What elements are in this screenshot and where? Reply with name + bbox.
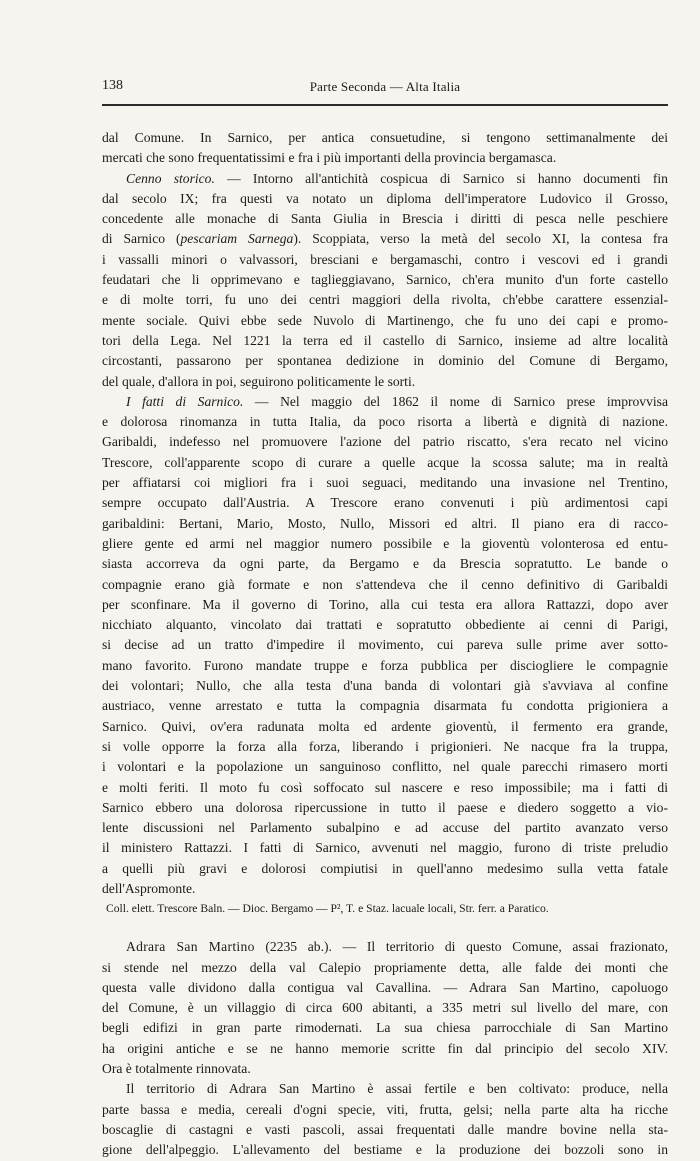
text-line: e di molte torri, fu uno dei centri maggiori della rivolta, ch'ebbe carattere essenzial- bbox=[102, 292, 668, 308]
text-line: del Comune, è un villaggio di circa 600 abitanti, a 335 metri sul livello del mare, con bbox=[102, 1000, 668, 1016]
text-line: parte bassa e media, cereali d'ogni specie, viti, frutta, gelsi; nella parte alta ha ricche bbox=[102, 1101, 668, 1117]
section-heading: Cenno storico. bbox=[126, 170, 215, 186]
text-line: a quelli più gravi e dolorosi compiutisi in quell'anno medesimo sulla vetta fatale bbox=[102, 860, 668, 876]
text-line bbox=[102, 229, 668, 249]
text-line: il ministero Rattazzi. I fatti di Sarnico, avvenuti nel maggio, furono di triste preludio bbox=[102, 840, 668, 856]
text-line: dal secolo IX; fra questi va notato un diploma dell'imperatore Ludovico il Grosso, bbox=[102, 190, 668, 206]
paragraph-fatti-di-sarnico bbox=[102, 392, 668, 899]
text-line: Ora è totalmente rinnovata. bbox=[102, 1061, 251, 1077]
text-line: per affiatarsi coi migliori fra i suoi seguaci, meditando una invasione nel Trentino, bbox=[102, 475, 668, 491]
text-run: — Nel maggio del 1862 il nome di Sarnico prese improvvisa bbox=[243, 393, 669, 409]
text-line: ha origini antiche e se ne hanno memorie scritte fin dal principio del secolo XIV. bbox=[102, 1040, 668, 1056]
text-run: (2235 ab.). — Il territorio di questo Comune, assai frazionato, bbox=[254, 939, 669, 955]
text-line: per sconfinare. Ma il governo di Torino, alla cui testa era allora Rattazzi, dopo aver bbox=[102, 596, 668, 612]
text-line: dei volontari; Nullo, che alla testa d'una banda di volontari già s'avviava al confine bbox=[102, 678, 668, 694]
paragraph-adrara-san-martino bbox=[102, 937, 668, 1079]
text-line: i vassalli minori o valvassori, bresciani e bergamaschi, contro i vescovi ed i grandi bbox=[102, 251, 668, 267]
text-line: gliere gente ed armi nel maggior numero possibile e la gioventù volonterosa ed entu- bbox=[102, 535, 668, 551]
text-line: del quale, d'allora in poi, seguirono politicamente le sorti. bbox=[102, 373, 416, 389]
text-line: tori della Lega. Nel 1221 la terra ed il castello di Sarnico, insieme ad altre località bbox=[102, 332, 668, 348]
text-line: concedente alle monache di Santa Giulia in Brescia i diritti di pesca nelle peschiere bbox=[102, 211, 668, 227]
text-line: siasta accorreva da ogni parte, da Bergamo e da Brescia sopratutto. Le bande o bbox=[102, 556, 668, 572]
section-heading: I fatti di Sarnico. bbox=[126, 393, 244, 409]
text-line: circostanti, passarono per spontanea dedizione in dominio del Comune di Bergamo, bbox=[102, 353, 668, 369]
text-line: begli edifizi in gran parte rimodernati. La sua chiesa parrocchiale di San Martino bbox=[102, 1020, 668, 1036]
text-line: Garibaldi, indefesso nel promuovere l'azione del patrio riscatto, s'era recato nel vicino bbox=[102, 434, 668, 450]
text-line: si volle opporre la forza alla forza, liberando i prigionieri. Ne nacque fra la truppa, bbox=[102, 738, 668, 754]
text-line: mano favorito. Furono mandate truppe e forza pubblica per disciogliere le compagnie bbox=[102, 657, 668, 673]
body-text bbox=[102, 128, 668, 1161]
text-line: feudatari che li opprimevano e taglieggiavano, Sarnico, ch'era munito d'un forte castello bbox=[102, 272, 668, 288]
text-line: boscaglie di castagni e vasti pascoli, assai frequentati dalle mandre bovine nella sta- bbox=[102, 1121, 668, 1137]
text-line: e molti feriti. Il moto fu così soffocato sul nascere e reso impossibile; ma i fatti di bbox=[102, 779, 668, 795]
text-run: di Sarnico ( bbox=[102, 231, 181, 247]
page-header bbox=[102, 78, 668, 100]
text-line: garibaldini: Bertani, Mario, Mosto, Nullo, Missori ed altri. Il piano era di racco- bbox=[102, 515, 668, 531]
text-line: e dolorosa rinomanza in tutta Italia, da poco risorta a libertà e dignità di nazione. bbox=[102, 414, 668, 430]
text-line bbox=[102, 392, 668, 412]
electoral-note: Coll. elett. Trescore Baln. — Dioc. Bergamo — P², T. e Staz. lacuale locali, Str. ferr. a Paratico. bbox=[106, 902, 549, 916]
text-line: i volontari e la popolazione un sanguinoso conflitto, nel quale parecchi rimasero morti bbox=[102, 759, 668, 775]
page-number: 138 bbox=[102, 78, 123, 93]
running-title: Parte Seconda — Alta Italia bbox=[309, 79, 461, 94]
text-line bbox=[102, 937, 668, 957]
paragraph-continuation bbox=[102, 128, 668, 169]
entry-title: Adrara San Martino bbox=[126, 939, 255, 955]
latin-term: pescariam Sarnega bbox=[180, 231, 294, 247]
text-line: mercati che sono frequentatissimi e fra i più importanti della provincia bergamasca. bbox=[102, 150, 557, 166]
text-line bbox=[102, 169, 668, 189]
text-line: Sarnico ebbero una dolorosa ripercussione in tutto il paese e diedero soggetto a vio- bbox=[102, 799, 668, 815]
text-line: si decise ad un tratto d'impedire il movimento, cui pareva sulle prime aver sotto- bbox=[102, 637, 668, 653]
text-line: gione dell'alpeggio. L'allevamento del bestiame e la produzione dei bozzoli sono in bbox=[102, 1142, 668, 1158]
text-line: Il territorio di Adrara San Martino è assai fertile e ben coltivato: produce, nella bbox=[126, 1081, 668, 1097]
text-line: mente sociale. Quivi ebbe sede Nuvolo di Martinengo, che fu uno dei capi e promo- bbox=[102, 312, 668, 328]
header-rule bbox=[102, 104, 668, 106]
text-line: compagnie erano già formate e non s'attendeva che il cenno definitivo di Garibaldi bbox=[102, 576, 668, 592]
text-line: austriaco, venne arrestato e tutta la compagnia disarmata fu condotta prigioniera a bbox=[102, 698, 668, 714]
text-run: — Intorno all'antichità cospicua di Sarnico si hanno documenti fin bbox=[214, 170, 668, 186]
section-gap bbox=[102, 919, 668, 937]
text-line: si stende nel mezzo della val Calepio propriamente detta, alle falde dei monti che bbox=[102, 959, 668, 975]
text-line: dell'Aspromonte. bbox=[102, 880, 196, 896]
text-line: nicchiato alquanto, vincolato dai trattati e sopratutto obbediente ai cenni di Parigi, bbox=[102, 617, 668, 633]
paragraph-cenno-storico bbox=[102, 169, 668, 392]
text-line: sempre occupato dall'Austria. A Trescore erano convenuti i più ardimentosi capi bbox=[102, 495, 668, 511]
text-line: dal Comune. In Sarnico, per antica consuetudine, si tengono settimanalmente dei bbox=[102, 130, 668, 145]
text-run: ). Scoppiata, verso la metà del secolo XI, la contesa fra bbox=[293, 231, 668, 247]
text-line: questa valle dividono dalla contigua val Cavallina. — Adrara San Martino, capoluogo bbox=[102, 979, 668, 995]
text-line: lente discussioni nel Parlamento subalpino e ad accuse del partito avanzato verso bbox=[102, 820, 668, 836]
text-line: Sarnico. Quivi, ov'era radunata molta ed ardente gioventù, il fermento era grande, bbox=[102, 718, 668, 734]
paragraph-territorio bbox=[102, 1079, 668, 1160]
text-line: Trescore, coll'apparente scopo di curare a quelle acque la scossa salute; ma in realtà bbox=[102, 454, 668, 470]
